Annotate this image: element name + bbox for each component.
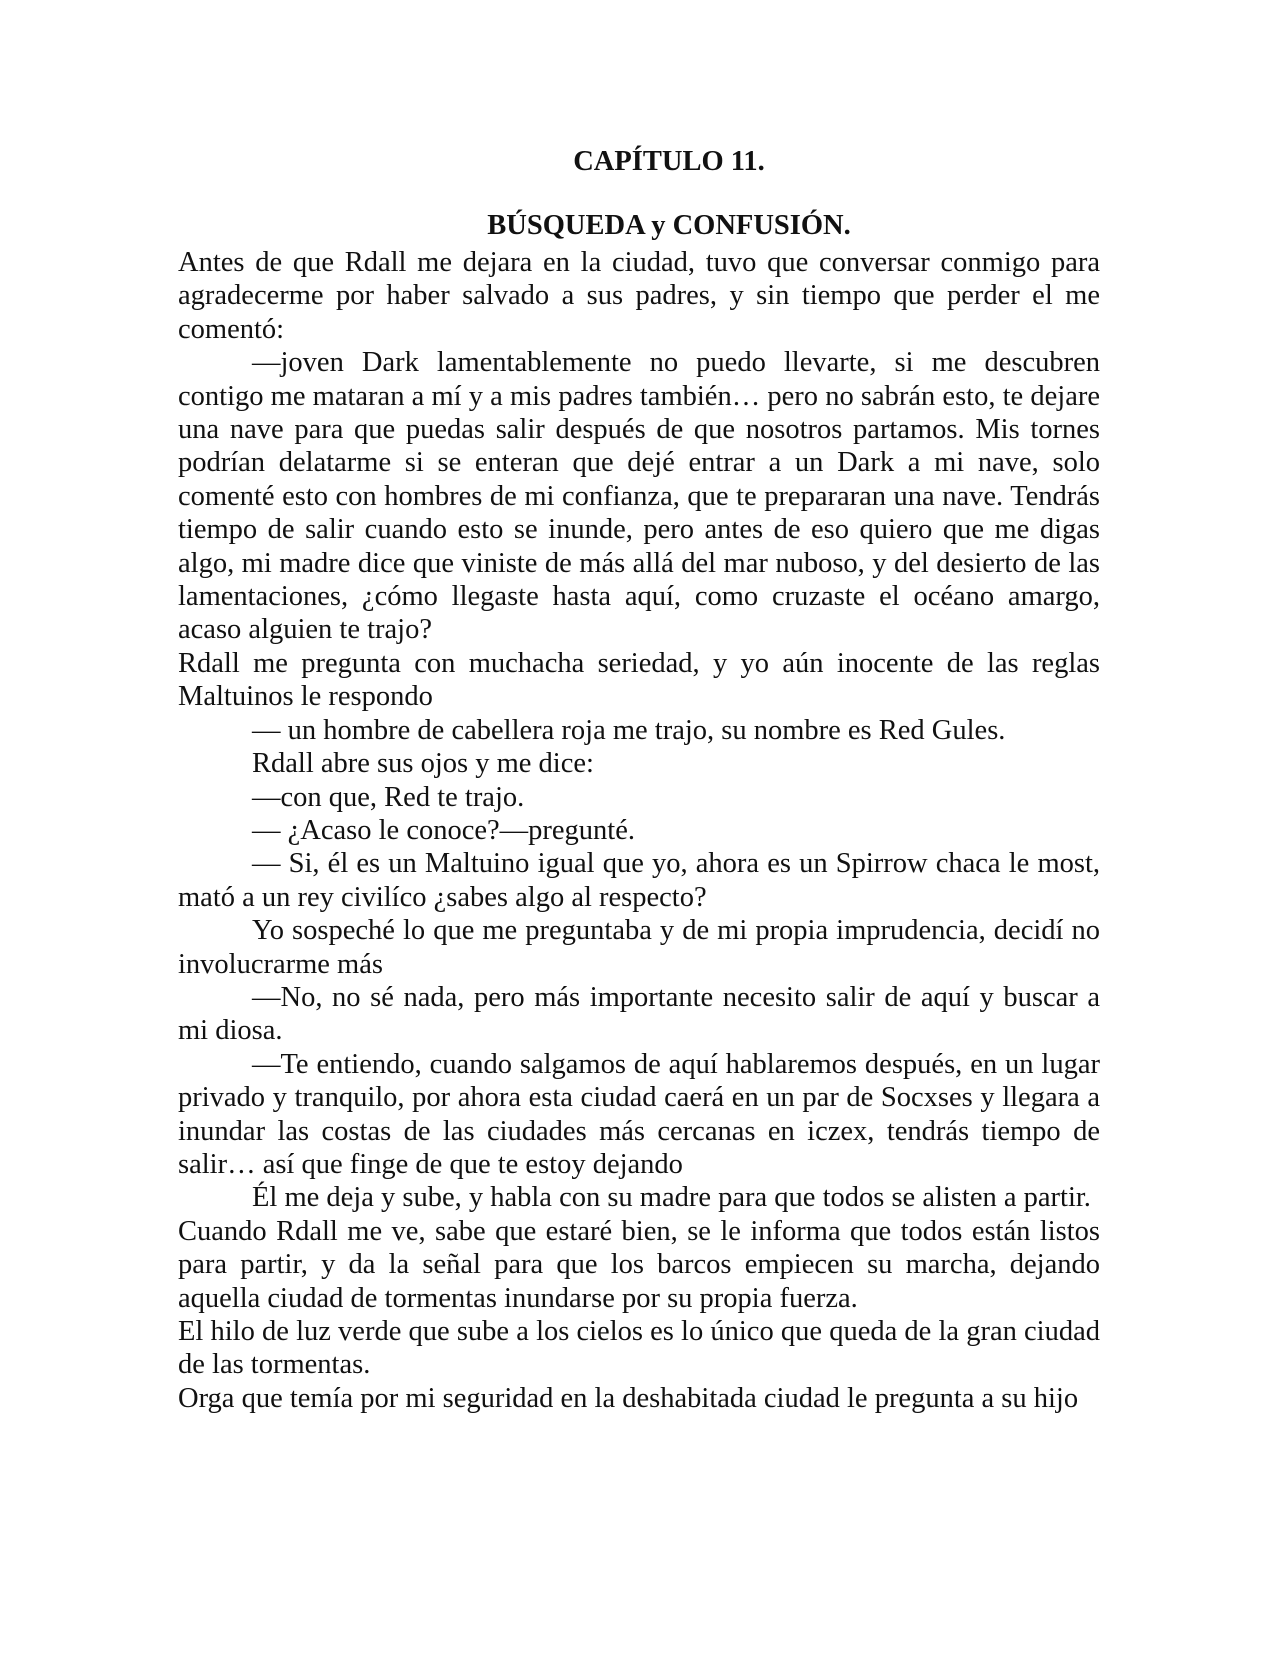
paragraph: Antes de que Rdall me dejara en la ciudad, tuvo que conversar conmigo para agradecerme por haber salvado a sus padres, y sin tiempo que perder el me comentó: — [178, 247, 1100, 345]
body-text — [178, 246, 1100, 1415]
paragraph: Yo sospeché lo que me preguntaba y de mi propia imprudencia, decidí no involucrarme más — [178, 915, 1100, 980]
paragraph: —joven Dark lamentablemente no puedo llevarte, si me descubren contigo me mataran a mí y a mis padres también… pero no sabrán esto, te dejare una nave para que puedas salir después de que nosotros partamos. Mis tornes podrían delatarme si se enteran que dejé entrar a un Dark a mi nave, solo comenté esto con hombres de mi confianza, que te prepararan una nave. Tendrás tiempo de salir cuando esto se inunde, pero antes de eso quiero que me digas algo, mi madre dice que viniste de más allá del mar nuboso, y del desierto de las lamentaciones, ¿cómo llegaste hasta aquí, como cruzaste el océano amargo, acaso alguien te trajo? — [178, 347, 1100, 646]
paragraph: —No, no sé nada, pero más importante necesito salir de aquí y buscar a mi diosa. — [178, 981, 1100, 1047]
chapter-title: CAPÍTULO 11. — [573, 146, 765, 177]
paragraph: — ¿Acaso le conoce?—pregunté. — [252, 814, 635, 846]
document-page — [178, 140, 1100, 1415]
paragraph: —Te entiendo, cuando salgamos de aquí hablaremos después, en un lugar privado y tranquilo, por ahora esta ciudad caerá en un par de Socxses y llegara a inundar las costas de las ciudades más cercanas en iczex, tendrás tiempo de salir… así que finge de que te estoy dejando — [178, 1048, 1100, 1180]
paragraph: — Si, él es un Maltuino igual que yo, ahora es un Spirrow chaca le most, mató a un rey civilíco ¿sabes algo al respecto? — [178, 848, 1100, 913]
paragraph: El hilo de luz verde que sube a los cielos es lo único que queda de la gran ciudad de las tormentas. — [178, 1316, 1100, 1381]
paragraph: Rdall abre sus ojos y me dice: — [252, 748, 594, 780]
paragraph: —con que, Red te trajo. — [252, 781, 525, 813]
paragraph: Rdall me pregunta con muchacha seriedad, y yo aún inocente de las reglas Maltuinos le respondo — [178, 647, 1100, 713]
paragraph: Él me deja y sube, y habla con su madre para que todos se alisten a partir. — [252, 1182, 1091, 1214]
chapter-subtitle: BÚSQUEDA y CONFUSIÓN. — [487, 210, 851, 241]
paragraph: Cuando Rdall me ve, sabe que estaré bien, se le informa que todos están listos para partir, y da la señal para que los barcos empiecen su marcha, dejando aquella ciudad de tormentas inundarse por su propia fuerza. — [178, 1215, 1100, 1314]
paragraph: Orga que temía por mi seguridad en la deshabitada ciudad le pregunta a su hijo — [178, 1382, 1079, 1414]
paragraph: — un hombre de cabellera roja me trajo, su nombre es Red Gules. — [252, 714, 1006, 746]
